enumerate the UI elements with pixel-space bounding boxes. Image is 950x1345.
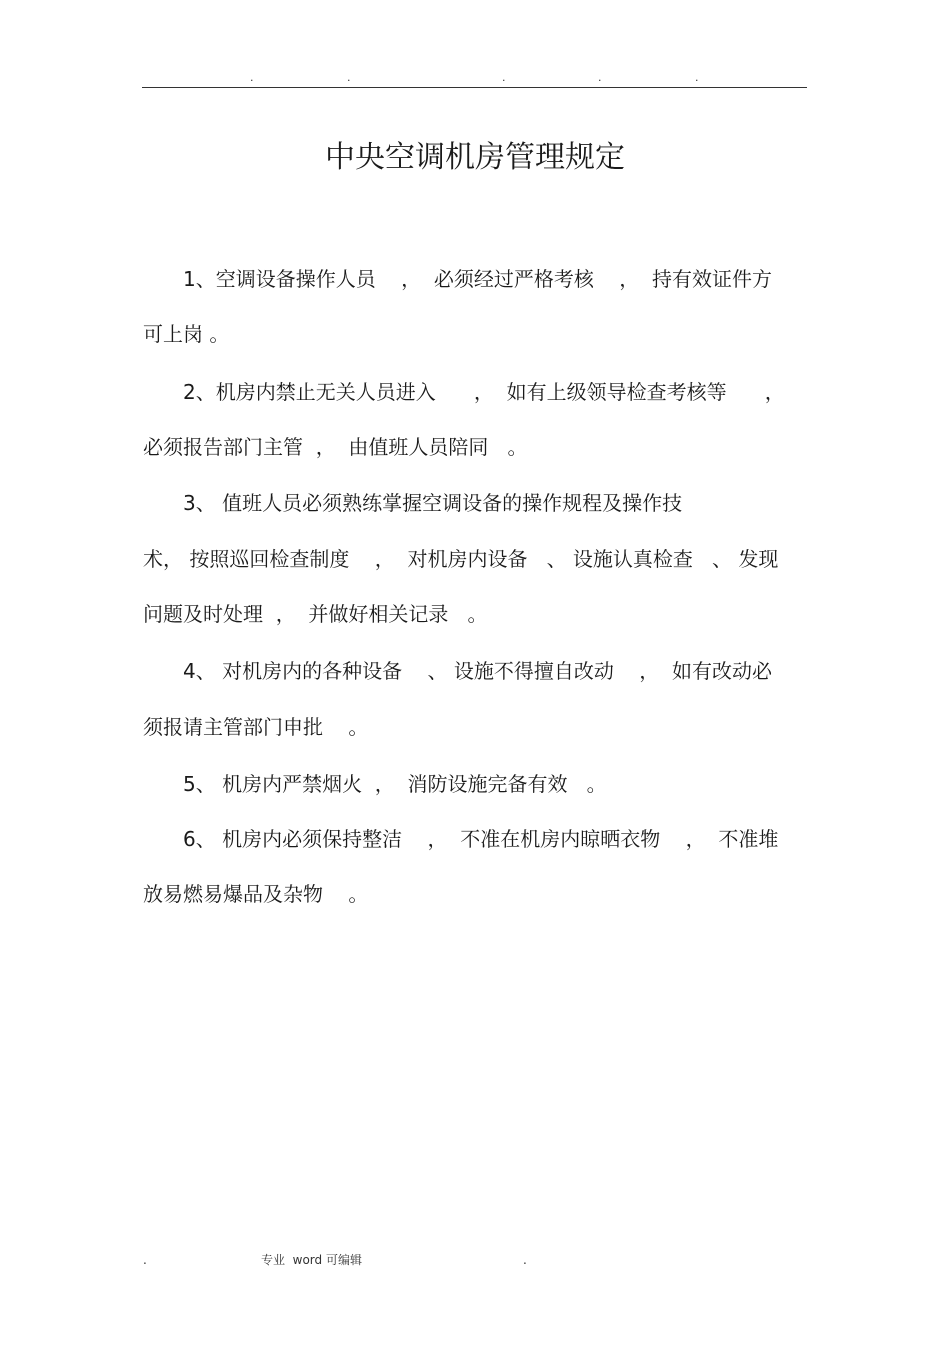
footer-label: 专业 word 可编辑 xyxy=(261,1253,362,1267)
header-dot: . xyxy=(250,71,254,84)
footer-dot: . xyxy=(523,1253,527,1267)
rule-line: 6、 机房内必须保持整洁 ， 不准在机房内晾晒衣物 ， 不准堆 xyxy=(183,827,779,851)
header-dot: . xyxy=(347,71,351,84)
rule-line: 5、 机房内严禁烟火 ， 消防设施完备有效 。 xyxy=(183,772,607,796)
document-title: 中央空调机房管理规定 xyxy=(325,140,625,175)
header-rule xyxy=(142,87,807,88)
rule-line: 2、机房内禁止无关人员进入 ， 如有上级领导检查考核等 ， xyxy=(183,380,785,404)
rule-line: 术， 按照巡回检查制度 ， 对机房内设备 、 设施认真检查 、 发现 xyxy=(143,547,779,571)
rule-line: 问题及时处理 ， 并做好相关记录 。 xyxy=(143,602,488,626)
rule-line: 必须报告部门主管 ， 由值班人员陪同 。 xyxy=(143,435,528,459)
page-footer xyxy=(143,1252,808,1268)
header-dot: . xyxy=(502,71,506,84)
header-dot: . xyxy=(598,71,602,84)
header-dots xyxy=(142,72,807,84)
rule-line: 1、空调设备操作人员 ， 必须经过严格考核 ， 持有效证件方 xyxy=(183,267,773,291)
rule-line: 4、 对机房内的各种设备 、 设施不得擅自改动 ， 如有改动必 xyxy=(183,659,773,683)
rule-line: 须报请主管部门申批 。 xyxy=(143,715,369,739)
footer-dot: . xyxy=(143,1253,147,1267)
rule-line: 可上岗 。 xyxy=(143,322,230,346)
rule-line: 3、 值班人员必须熟练掌握空调设备的操作规程及操作技 xyxy=(183,491,683,515)
rule-line: 放易燃易爆品及杂物 。 xyxy=(143,882,369,906)
header-dot: . xyxy=(695,71,699,84)
